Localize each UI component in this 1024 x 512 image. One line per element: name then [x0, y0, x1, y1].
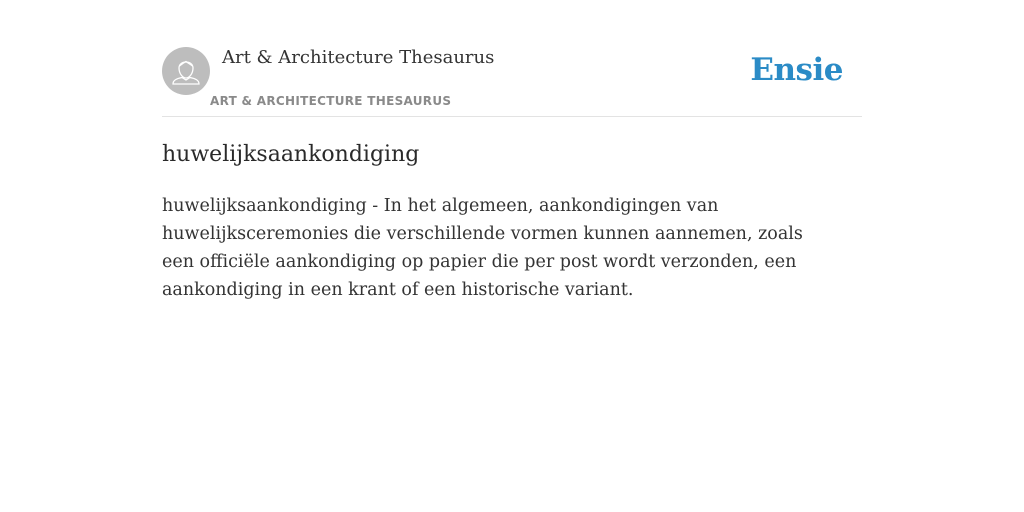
user-icon	[162, 47, 210, 95]
entry-definition: huwelijksaankondiging - In het algemeen, aankondigingen van huwelijksceremonies die verschillende vormen kunnen aannemen, zoals een officiële aankondiging op papier die per post wordt verzonden, een aankondiging in een krant of een historische variant.	[162, 196, 803, 300]
author-avatar[interactable]	[162, 47, 210, 95]
entry-card	[162, 0, 862, 512]
ensie-logo[interactable]: Ensie	[750, 52, 843, 88]
entry-title: huwelijksaankondiging	[162, 142, 420, 167]
author-name[interactable]: Art & Architecture Thesaurus	[222, 47, 495, 68]
category-label[interactable]: ART & ARCHITECTURE THESAURUS	[210, 94, 452, 108]
entry-header	[162, 0, 862, 117]
